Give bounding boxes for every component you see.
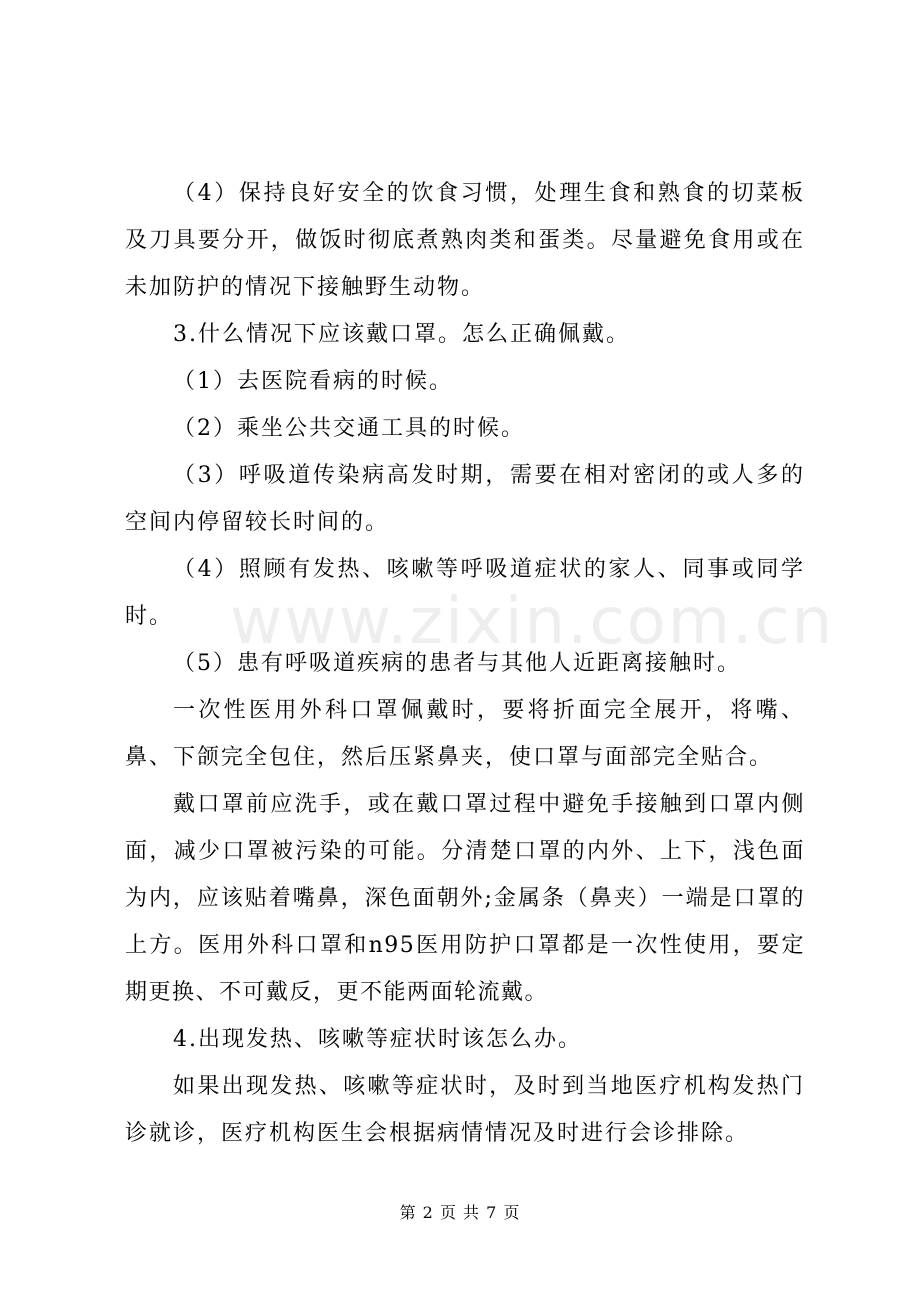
heading-when-wear-mask: 3.什么情况下应该戴口罩。怎么正确佩戴。: [173, 322, 630, 347]
list-item-respiratory-patients: （5）患有呼吸道疾病的患者与其他人近距离接触时。: [173, 651, 741, 676]
heading-fever-cough: 4.出现发热、咳嗽等症状时该怎么办。: [173, 1027, 582, 1052]
paragraph-surgical-mask: 一次性医用外科口罩佩戴时，要将折面完全展开，将嘴、鼻、下颌完全包住，然后压紧鼻夹，使口罩与面部完全贴合。: [125, 698, 805, 770]
watermark: www.zixin.com.cn: [230, 585, 835, 659]
list-item-caring-for-sick: （4）照顾有发热、咳嗽等呼吸道症状的家人、同事或同学时。: [125, 557, 805, 629]
paragraph-seek-treatment: 如果出现发热、咳嗽等症状时，及时到当地医疗机构发热门诊就诊，医疗机构医生会根据病情情况及时进行会诊排除。: [125, 1074, 805, 1146]
page-number: 第 2 页 共 7 页: [399, 1203, 521, 1222]
list-item-public-transport: （2）乘坐公共交通工具的时候。: [173, 416, 525, 441]
document-body: [125, 170, 835, 1157]
paragraph-food-safety: （4）保持良好安全的饮食习惯，处理生食和熟食的切菜板及刀具要分开，做饭时彻底煮熟肉类和蛋类。尽量避免食用或在未加防护的情况下接触野生动物。: [125, 181, 805, 300]
paragraph-mask-instructions: 戴口罩前应洗手，或在戴口罩过程中避免手接触到口罩内侧面，减少口罩被污染的可能。分清楚口罩的内外、上下，浅色面为内，应该贴着嘴鼻，深色面朝外;金属条（鼻夹）一端是口罩的上方。医用外科口罩和n95医用防护口罩都是一次性使用，要定期更换、不可戴反，更不能两面轮流戴。: [125, 792, 805, 1005]
list-item-enclosed-space: （3）呼吸道传染病高发时期，需要在相对密闭的或人多的空间内停留较长时间的。: [125, 463, 805, 535]
list-item-hospital: （1）去医院看病的时候。: [173, 369, 453, 394]
